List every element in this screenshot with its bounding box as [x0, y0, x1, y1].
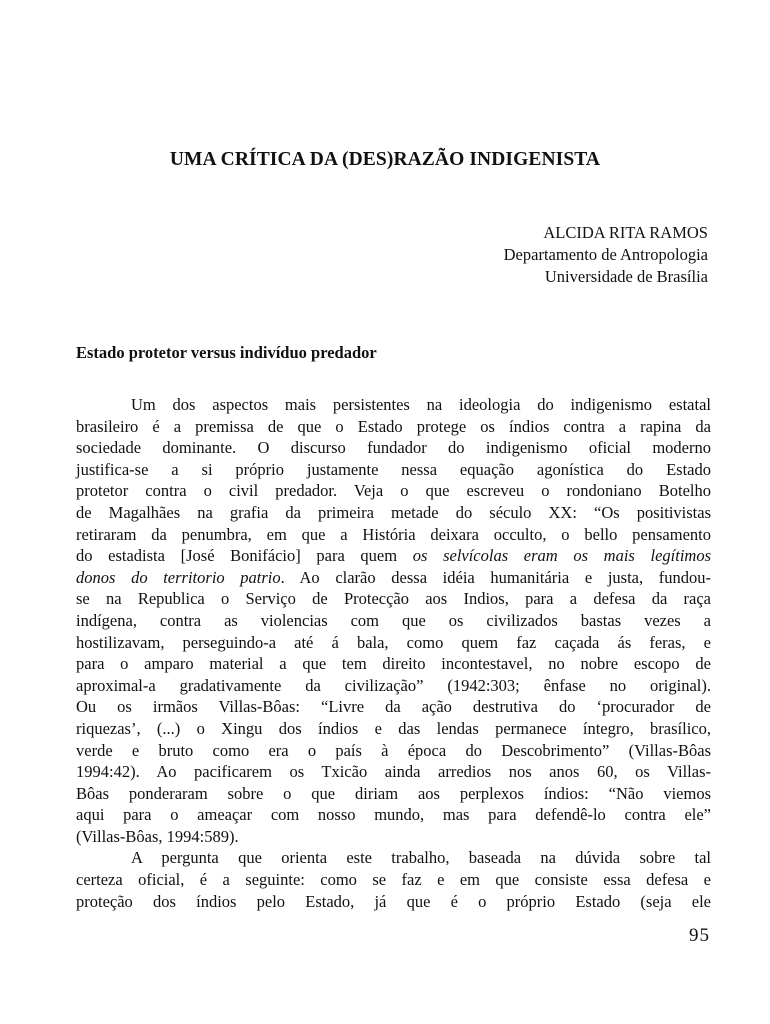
body-line: certeza oficial, é a seguinte: como se faz e em que consiste essa defesa e — [76, 870, 711, 890]
body-line: hostilizavam, perseguindo-a até á bala, como quem faz caçada ás feras, e — [76, 632, 711, 652]
body-line: indígena, contra as violencias com que os civilizados bastas vezes a — [76, 610, 711, 630]
body-line: para o amparo material a que tem direito incontestavel, no nobre escopo de — [76, 654, 711, 674]
body-line — [76, 567, 711, 589]
body-line: de Magalhães na grafia da primeira metade do século XX: “Os positivistas — [76, 502, 711, 522]
body-line: sociedade dominante. O discurso fundador do indigenismo oficial moderno — [76, 438, 711, 458]
body-line: 1994:42). Ao pacificarem os Txicão ainda arredios nos anos 60, os Villas- — [76, 762, 711, 782]
body-line: Bôas ponderaram sobre o que diriam aos perplexos índios: “Não viemos — [76, 783, 711, 803]
body-line: Ou os irmãos Villas-Bôas: “Livre da ação destrutiva do ‘procurador de — [76, 697, 711, 717]
body-line: aproximal-a gradativamente da civilização” (1942:303; ênfase no original). — [76, 675, 711, 695]
author-department: Departamento de Antropologia — [503, 245, 708, 264]
body-line: se na Republica o Serviço de Protecção aos Indios, para a defesa da raça — [76, 589, 711, 609]
section-heading: Estado protetor versus indivíduo predador — [76, 343, 377, 362]
body-line: verde e bruto como era o país à época do Descobrimento” (Villas-Bôas — [76, 740, 711, 760]
emphasis-text: os selvícolas eram os mais legítimos — [412, 546, 711, 566]
author-block — [504, 222, 708, 288]
author-name: ALCIDA RITA RAMOS — [543, 223, 708, 242]
body-line — [76, 545, 711, 567]
page-number: 95 — [689, 925, 710, 946]
body-line: retiraram da penumbra, em que a História deixara occulto, o bello pensamento — [76, 524, 711, 544]
body-line: Um dos aspectos mais persistentes na ideologia do indigenismo estatal — [131, 395, 711, 414]
author-university: Universidade de Brasília — [544, 267, 708, 286]
body-line: aqui para o ameaçar com nosso mundo, mas para defendê-lo contra ele” — [76, 805, 711, 825]
body-line: proteção dos índios pelo Estado, já que é o próprio Estado (seja ele — [76, 891, 711, 911]
body-line: justifica-se a si próprio justamente nessa equação agonística do Estado — [76, 459, 711, 479]
emphasis-text: donos do territorio patrio — [76, 567, 281, 587]
article-title: UMA CRÍTICA DA (DES)RAZÃO INDIGENISTA — [169, 149, 601, 170]
body-line: brasileiro é a premissa de que o Estado protege os índios contra a rapina da — [76, 416, 711, 436]
body-line-text: do estadista [José Bonifácio] para quem — [76, 546, 413, 566]
body-line: protetor contra o civil predador. Veja o que escreveu o rondoniano Botelho — [76, 481, 711, 501]
body-line-text: . Ao clarão dessa idéia humanitária e justa, fundou- — [280, 567, 711, 587]
body-line: (Villas-Bôas, 1994:589). — [76, 826, 239, 846]
body-text — [76, 394, 711, 912]
body-line: A pergunta que orienta este trabalho, baseada na dúvida sobre tal — [131, 848, 711, 868]
body-line: riquezas’, (...) o Xingu dos índios e das lendas permanece íntegro, brasílico, — [76, 718, 711, 738]
